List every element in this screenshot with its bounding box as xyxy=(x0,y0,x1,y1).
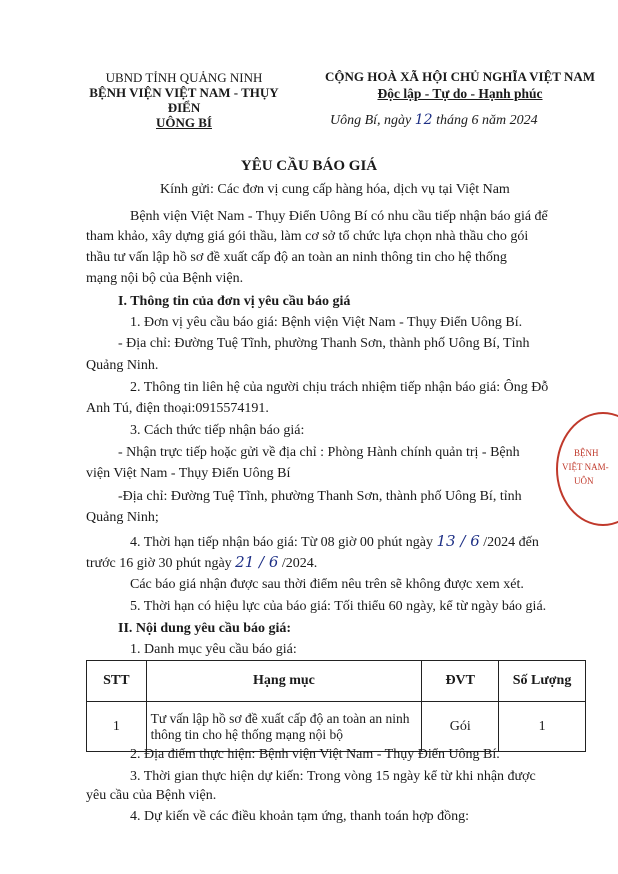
document-title: YÊU CẦU BÁO GIÁ xyxy=(240,158,378,174)
receive-address-1: -Địa chỉ: Đường Tuệ Tĩnh, phường Thanh Sơn, thành phố Uông Bí, tỉnh xyxy=(118,489,522,504)
table-row xyxy=(87,702,586,752)
section-2-heading: II. Nội dung yêu cầu báo giá: xyxy=(118,621,292,636)
row-quantity: 1 xyxy=(499,702,586,752)
implementation-time-2: yêu cầu của Bệnh viện. xyxy=(86,788,217,803)
recipient-line: Kính gửi: Các đơn vị cung cấp hàng hóa, dịch vụ tại Việt Nam xyxy=(160,182,510,197)
hospital-name-line1: BỆNH VIỆN VIỆT NAM - THỤY ĐIỂN xyxy=(89,85,279,115)
header-unit: ĐVT xyxy=(422,661,499,702)
contact-line-2: Anh Tú, điện thoại:0915574191. xyxy=(86,401,269,416)
implementation-location: 2. Địa điểm thực hiện: Bệnh viện Việt Nam - Thụy Điển Uông Bí. xyxy=(130,747,500,762)
stamp-text-2: VIỆT NAM- xyxy=(562,462,609,472)
stamp-text-3: UÔN xyxy=(574,476,594,486)
section-1-heading: I. Thông tin của đơn vị yêu cầu báo giá xyxy=(118,294,351,309)
national-motto: Độc lập - Tự do - Hạnh phúc xyxy=(377,86,543,101)
receive-address-2: Quảng Ninh; xyxy=(86,510,159,525)
intro-line-3: thầu tư vấn lập hồ sơ đề xuất cấp độ an toàn an ninh thông tin cho hệ thống xyxy=(86,250,507,265)
table-header-row xyxy=(87,661,586,702)
validity-period: 5. Thời hạn có hiệu lực của báo giá: Tối thiểu 60 ngày, kể từ ngày báo giá. xyxy=(130,599,547,614)
intro-line-2: tham khảo, xây dựng giá gói thầu, làm cơ sở tổ chức lựa chọn nhà thầu cho gói xyxy=(86,229,529,244)
national-header xyxy=(300,68,618,102)
date-suffix: tháng 6 năm 2024 xyxy=(436,113,538,128)
organization-header xyxy=(74,70,294,130)
deadline-end-text: trước 16 giờ 30 phút ngày xyxy=(86,556,232,571)
stamp-text-1: BỆNH xyxy=(574,448,599,458)
deadline-line-1 xyxy=(130,531,539,553)
deadline-line-2 xyxy=(86,552,317,574)
header-stt: STT xyxy=(87,661,147,702)
receive-method: 3. Cách thức tiếp nhận báo giá: xyxy=(130,423,305,438)
implementation-time-1: 3. Thời gian thực hiện dự kiến: Trong vòng 15 ngày kể từ khi nhận được xyxy=(130,769,536,784)
requester-address-1: - Địa chỉ: Đường Tuệ Tĩnh, phường Thanh Sơn, thành phố Uông Bí, Tỉnh xyxy=(118,336,530,351)
quote-items-table xyxy=(86,660,586,752)
contact-line-1: 2. Thông tin liên hệ của người chịu trách nhiệm tiếp nhận báo giá: Ông Đỗ xyxy=(130,380,549,395)
row-unit: Gói xyxy=(422,702,499,752)
receive-direct-1: - Nhận trực tiếp hoặc gửi về địa chỉ : Phòng Hành chính quản trị - Bệnh xyxy=(118,445,520,460)
receive-direct-2: viện Việt Nam - Thụy Điển Uông Bí xyxy=(86,466,291,481)
parent-organization: UBND TỈNH QUẢNG NINH xyxy=(105,70,263,85)
date-prefix: Uông Bí, ngày xyxy=(330,113,412,128)
intro-line-1: Bệnh viện Việt Nam - Thụy Điển Uông Bí có nhu cầu tiếp nhận báo giá để xyxy=(130,209,548,224)
deadline-end-year: /2024. xyxy=(281,556,318,571)
late-quote-note: Các báo giá nhận được sau thời điểm nêu trên sẽ không được xem xét. xyxy=(130,577,524,592)
header-item: Hạng mục xyxy=(146,661,422,702)
requester-unit: 1. Đơn vị yêu cầu báo giá: Bệnh viện Việt Nam - Thụy Điển Uông Bí. xyxy=(130,315,523,330)
handwritten-start-date: 13 / 6 xyxy=(436,532,480,550)
payment-terms: 4. Dự kiến về các điều khoản tạm ứng, thanh toán hợp đồng: xyxy=(130,809,470,824)
handwritten-day: 12 xyxy=(414,112,433,128)
intro-line-4: mạng nội bộ của Bệnh viện. xyxy=(86,271,244,286)
official-stamp xyxy=(556,412,618,526)
deadline-start-year: /2024 đến xyxy=(483,535,539,550)
header-quantity: Số Lượng xyxy=(499,661,586,702)
handwritten-end-date: 21 / 6 xyxy=(235,553,279,571)
row-stt: 1 xyxy=(87,702,147,752)
deadline-start-text: 4. Thời hạn tiếp nhận báo giá: Từ 08 giờ 00 phút ngày xyxy=(130,535,434,550)
document-date xyxy=(330,112,538,129)
hospital-name-line2: UÔNG BÍ xyxy=(156,115,212,130)
row-item: Tư vấn lập hồ sơ đề xuất cấp độ an toàn an ninh thông tin cho hệ thống mạng nội bộ xyxy=(146,702,422,752)
nation-name: CỘNG HOÀ XÃ HỘI CHỦ NGHĨA VIỆT NAM xyxy=(324,69,596,84)
requester-address-2: Quảng Ninh. xyxy=(86,358,159,373)
item-list-heading: 1. Danh mục yêu cầu báo giá: xyxy=(130,642,297,657)
